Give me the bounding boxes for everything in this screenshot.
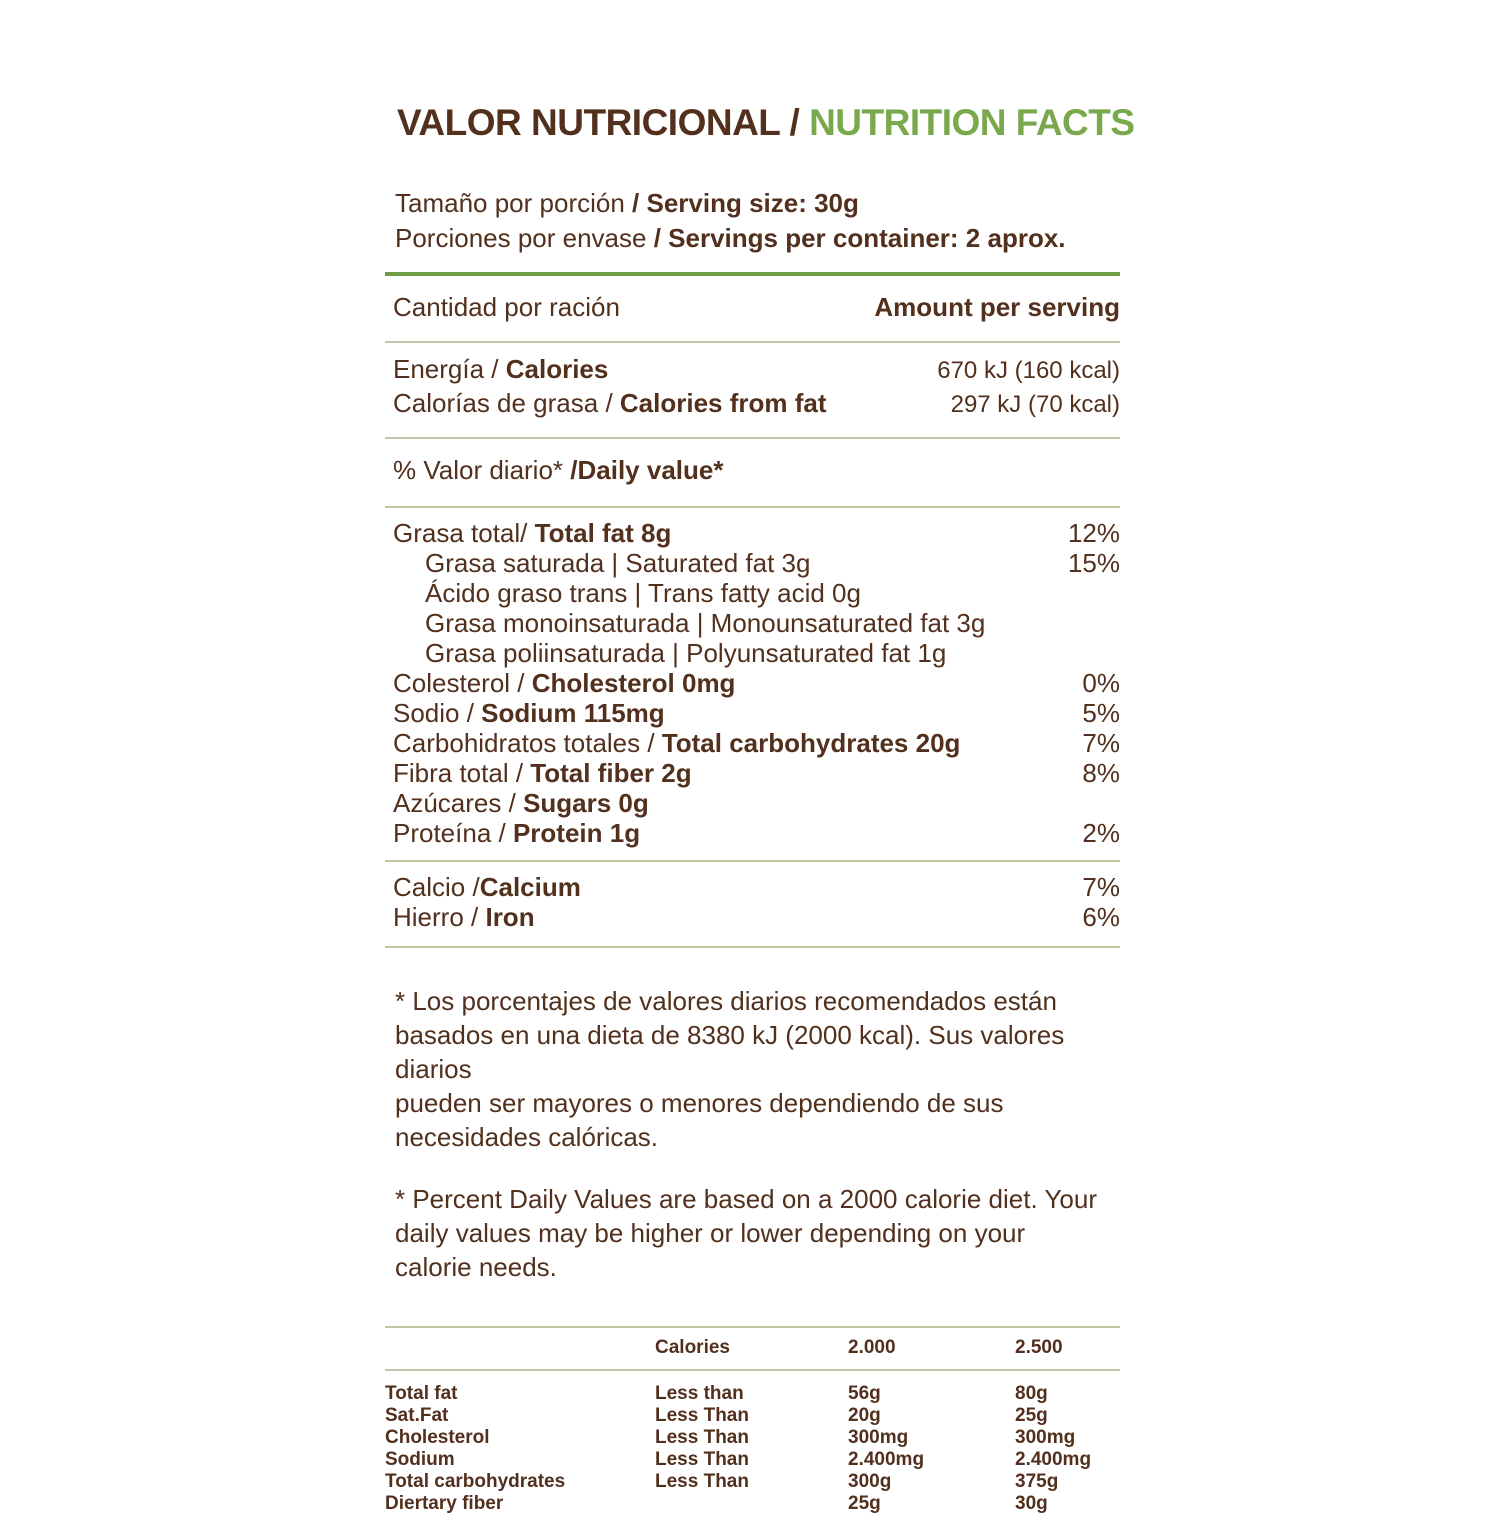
nutrient-pct: 7% — [1082, 728, 1120, 758]
amount-header-en: Amount per serving — [874, 292, 1120, 322]
col-header-2000: 2.000 — [848, 1337, 896, 1358]
nutrients-section — [385, 508, 1120, 860]
mineral-pct: 7% — [1082, 872, 1120, 902]
calories-from-fat-value: 297 kJ (70 kcal) — [950, 391, 1120, 418]
minerals-section — [385, 862, 1120, 946]
mineral-pct: 6% — [1082, 902, 1120, 932]
col-header-calories: Calories — [655, 1337, 730, 1358]
nutrient-pct: 8% — [1082, 758, 1120, 788]
servings-per-container-line: Porciones por envase / Servings per container: 2 aprox. — [395, 223, 1066, 253]
nutrient-row-polyunsaturated-fat: Grasa poliinsaturada | Polyunsaturated fat 1g — [425, 638, 947, 668]
table-row: Sodium Less Than 2.400mg 2.400mg — [385, 1449, 1092, 1470]
reference-table-header — [385, 1328, 1120, 1369]
nutrient-row-total-fiber: Fibra total / Total fiber 2g 8% — [393, 758, 1120, 788]
daily-value-header: % Valor diario* /Daily value* — [393, 455, 724, 485]
footnote-english: * Percent Daily Values are based on a 2000 calorie diet. Your daily values may be higher or lower depending on your calorie needs. — [395, 1184, 1097, 1282]
calories-row — [393, 353, 1120, 387]
calories-from-fat-label: Calorías de grasa / Calories from fat — [393, 388, 827, 418]
nutrient-pct: 5% — [1082, 698, 1120, 728]
nutrient-row-sodium: Sodio / Sodium 115mg 5% — [393, 698, 1120, 728]
reference-table — [385, 1326, 1120, 1515]
page-title — [385, 102, 1135, 144]
amount-header-es: Cantidad por ración — [393, 292, 620, 322]
mineral-row-calcium: Calcio /Calcium 7% — [393, 872, 1120, 902]
energy-section — [385, 343, 1120, 437]
table-row: Diertary fiber 25g 30g — [385, 1493, 1048, 1514]
calories-label: Energía / Calories — [393, 354, 609, 384]
reference-table-body — [385, 1371, 1120, 1515]
footnote-spanish: * Los porcentajes de valores diarios recomendados están basados en una dieta de 8380 kJ (2000 kcal). Sus valores diarios pueden ser mayores o menores dependiendo de sus necesidades calóricas. — [395, 986, 1065, 1152]
calories-from-fat-row — [393, 387, 1120, 421]
table-row: Total fat Less than 56g 80g — [385, 1383, 1048, 1404]
nutrient-row-total-fat: Grasa total/ Total fat 8g 12% — [393, 518, 1120, 548]
label-sheet — [385, 0, 1135, 1515]
nutrient-pct: 15% — [1067, 548, 1120, 578]
calories-value: 670 kJ (160 kcal) — [937, 357, 1120, 384]
table-row: Sat.Fat Less Than 20g 25g — [385, 1405, 1048, 1426]
serving-info — [385, 186, 1120, 256]
nutrient-pct: 2% — [1082, 818, 1120, 848]
serving-size-line: Tamaño por porción / Serving size: 30g — [395, 188, 859, 218]
nutrient-row-sugars: Azúcares / Sugars 0g — [393, 788, 649, 818]
nutrient-row-saturated-fat: Grasa saturada | Saturated fat 3g 15% — [425, 548, 1120, 578]
nutrient-pct: 12% — [1067, 518, 1120, 548]
col-header-2500: 2.500 — [1015, 1337, 1063, 1358]
title-spanish: VALOR NUTRICIONAL / — [397, 102, 810, 143]
mineral-row-iron: Hierro / Iron 6% — [393, 902, 1120, 932]
table-row: Total carbohydrates Less Than 300g 375g — [385, 1471, 1059, 1492]
nutrient-pct: 0% — [1082, 668, 1120, 698]
amount-per-serving-header — [385, 276, 1120, 341]
table-row: Cholesterol Less Than 300mg 300mg — [385, 1427, 1076, 1448]
title-english: NUTRITION FACTS — [809, 102, 1135, 143]
divider — [385, 946, 1120, 948]
nutrient-row-protein: Proteína / Protein 1g 2% — [393, 818, 1120, 848]
nutrient-row-monounsaturated-fat: Grasa monoinsaturada | Monounsaturated fat 3g — [425, 608, 986, 638]
nutrient-row-total-carbohydrates: Carbohidratos totales / Total carbohydrates 20g 7% — [393, 728, 1120, 758]
nutrient-row-trans-fat: Ácido graso trans | Trans fatty acid 0g — [425, 578, 861, 608]
nutrient-row-cholesterol: Colesterol / Cholesterol 0mg 0% — [393, 668, 1120, 698]
